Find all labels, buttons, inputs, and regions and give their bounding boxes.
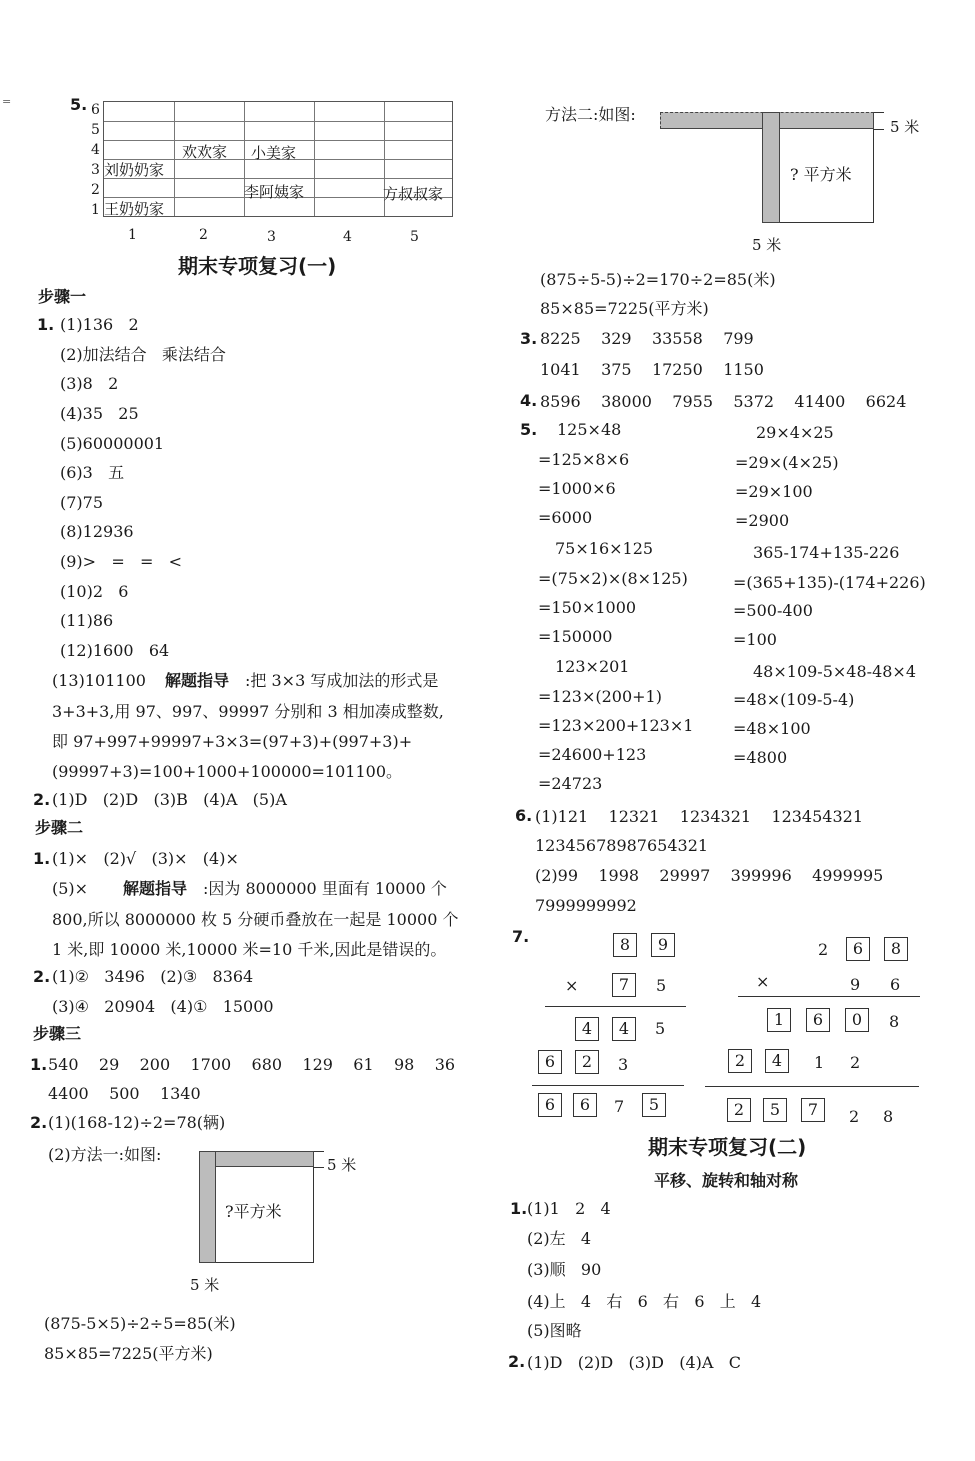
digit: 1 (814, 1053, 825, 1072)
calc-line: =(75×2)×(8×125) (538, 569, 688, 588)
digit: 8 (883, 1107, 894, 1126)
digit-box: 6 (573, 1093, 597, 1117)
calc-line: =6000 (538, 508, 593, 527)
y-tick: 5 (91, 122, 100, 138)
answer-line: 8596 38000 7955 5372 41400 6624 (540, 392, 907, 411)
times-sign: × (565, 976, 579, 995)
y-tick: 6 (91, 102, 100, 118)
digit-box: 4 (575, 1017, 599, 1041)
question-number: 1. (37, 315, 55, 334)
digit: 6 (890, 975, 901, 994)
place-label: 方叔叔家 (383, 185, 444, 203)
digit-box: 9 (651, 933, 675, 957)
digit: 3 (618, 1055, 629, 1074)
digit-box: 5 (763, 1098, 787, 1122)
answer-line: (5)60000001 (60, 434, 165, 453)
calc-line: =1000×6 (538, 479, 616, 498)
answer-line: (1)② 3496 (2)③ 8364 (52, 967, 254, 986)
digit-box: 4 (612, 1017, 636, 1041)
calc-line: =24723 (538, 774, 603, 793)
answer-line: (5)图略 (527, 1321, 582, 1340)
question-number: 1. (30, 1055, 48, 1074)
digit: 2 (818, 940, 829, 959)
answer-line: (875-5×5)÷2÷5=85(米) (44, 1314, 236, 1333)
hint-text: 1 米,即 10000 米,10000 米=10 千米,因此是错误的。 (52, 940, 447, 959)
digit: 2 (850, 1053, 861, 1072)
digit-box: 2 (575, 1050, 599, 1074)
calc-line: =29×(4×25) (735, 453, 839, 472)
answer-line: (2)加法结合 乘法结合 (60, 345, 226, 364)
calc-line: =4800 (733, 748, 788, 767)
digit-box: 6 (538, 1093, 562, 1117)
answer-line: (2)99 1998 29997 399996 4999995 (535, 866, 884, 885)
digit: 5 (655, 1019, 666, 1038)
area-label: ?平方米 (225, 1202, 282, 1221)
digit: 5 (656, 976, 667, 995)
digit-box: 7 (612, 973, 636, 997)
hint-label: 解题指导 (165, 671, 230, 690)
calc-line: =125×8×6 (538, 450, 630, 469)
digit-box: 5 (642, 1093, 666, 1117)
answer-line: (1)D (2)D (3)D (4)A C (527, 1353, 741, 1372)
answer-line: (12)1600 64 (60, 641, 170, 660)
calc-line: =500-400 (733, 601, 813, 620)
calc-line: =(365+135)-(174+226) (733, 573, 926, 592)
y-tick: 3 (91, 162, 100, 178)
margin-mark: = (2, 95, 12, 108)
question-number: 4. (520, 391, 538, 410)
digit-box: 6 (846, 937, 870, 961)
calc-line: 29×4×25 (756, 423, 834, 442)
hint-label: 解题指导 (123, 879, 188, 898)
question-number: 7. (512, 927, 530, 946)
question-number: 3. (520, 329, 538, 348)
answer-line: (13)101100 (52, 671, 146, 690)
answer-line: 7999999992 (535, 896, 637, 915)
answer-line: 4400 500 1340 (48, 1084, 201, 1103)
answer-line: (7)75 (60, 493, 104, 512)
calc-line: 48×109-5×48-48×4 (753, 662, 917, 681)
step-heading: 步骤一 (38, 287, 87, 306)
answer-line: 85×85=7225(平方米) (540, 299, 709, 318)
answer-line: (10)2 6 (60, 582, 129, 601)
digit-box: 6 (806, 1008, 830, 1032)
answer-line: (4)上 4 右 6 右 6 上 4 (527, 1292, 762, 1311)
place-label: 刘奶奶家 (104, 161, 165, 179)
digit-box: 0 (845, 1008, 869, 1032)
answer-line: (2)方法一:如图: (48, 1145, 162, 1164)
question-number: 2. (33, 967, 51, 986)
section-title: 期末专项复习(二) (648, 1135, 807, 1159)
section-title: 期末专项复习(一) (178, 254, 337, 278)
calc-line: =24600+123 (538, 745, 647, 764)
times-sign: × (756, 972, 770, 991)
calc-line: 365-174+135-226 (753, 543, 900, 562)
step-heading: 步骤二 (35, 818, 84, 837)
answer-line: (2)左 4 (527, 1229, 592, 1248)
dimension-label: 5 米 (327, 1156, 357, 1174)
calc-line: 123×201 (555, 657, 630, 676)
calc-line: =48×(109-5-4) (733, 690, 855, 709)
calc-line: =100 (733, 630, 777, 649)
digit-box: 4 (765, 1049, 789, 1073)
answer-line: (9)> = = < (60, 552, 183, 571)
digit: 7 (614, 1097, 625, 1116)
place-label: 欢欢家 (182, 143, 228, 161)
question-number: 1. (510, 1199, 528, 1218)
calc-line: =2900 (735, 511, 790, 530)
answer-line: (6)3 五 (60, 463, 125, 482)
answer-line: (3)8 2 (60, 374, 119, 393)
digit-box: 1 (767, 1008, 791, 1032)
y-tick: 1 (91, 202, 100, 218)
hint-text: (99997+3)=100+1000+100000=101100。 (52, 762, 403, 781)
digit-box: 8 (613, 933, 637, 957)
dimension-label: 5 米 (190, 1276, 220, 1294)
answer-line: (8)12936 (60, 522, 134, 541)
digit-box: 8 (884, 937, 908, 961)
dimension-label: 5 米 (752, 236, 782, 254)
answer-line: (1)136 2 (60, 315, 139, 334)
answer-line: (3)④ 20904 (4)① 15000 (52, 997, 274, 1016)
answer-line: (1)(168-12)÷2=78(辆) (48, 1113, 226, 1132)
hint-text: :把 3×3 写成加法的形式是 (245, 671, 439, 690)
calc-line: =48×100 (733, 719, 811, 738)
x-tick: 2 (199, 227, 208, 243)
x-tick: 5 (410, 229, 419, 245)
calc-line: =150×1000 (538, 598, 637, 617)
answer-line: (875÷5-5)÷2=170÷2=85(米) (540, 270, 776, 289)
calc-line: 125×48 (557, 420, 622, 439)
question-number: 1. (33, 849, 51, 868)
hint-text: 即 97+997+99997+3×3=(97+3)+(997+3)+ (52, 732, 413, 751)
x-tick: 4 (343, 229, 352, 245)
answer-line: 8225 329 33558 799 (540, 329, 754, 348)
answer-line: (1)121 12321 1234321 123454321 (535, 807, 864, 826)
hint-text: :因为 8000000 里面有 10000 个 (203, 879, 447, 898)
section-subtitle: 平移、旋转和轴对称 (654, 1171, 799, 1190)
answer-line: (1)D (2)D (3)B (4)A (5)A (52, 790, 287, 809)
answer-line: 85×85=7225(平方米) (44, 1344, 213, 1363)
y-tick: 4 (91, 142, 100, 158)
digit-box: 2 (727, 1098, 751, 1122)
answer-line: 540 29 200 1700 680 129 61 98 36 (48, 1055, 456, 1074)
question-number: 2. (30, 1113, 48, 1132)
answer-line: 12345678987654321 (535, 836, 709, 855)
question-number: 5. (70, 95, 88, 114)
area-label: ? 平方米 (790, 165, 852, 184)
question-number: 2. (508, 1352, 526, 1371)
x-tick: 3 (267, 229, 276, 245)
digit-box: 2 (728, 1049, 752, 1073)
answer-line: (4)35 25 (60, 404, 139, 423)
place-label: 小美家 (251, 144, 297, 162)
answer-line: (1)1 2 4 (527, 1199, 611, 1218)
x-tick: 1 (128, 227, 137, 243)
question-number: 6. (515, 806, 533, 825)
place-label: 李阿姨家 (244, 183, 305, 201)
calc-line: =123×(200+1) (538, 687, 662, 706)
calc-line: 75×16×125 (555, 539, 654, 558)
answer-line: (5)× (52, 879, 89, 898)
answer-line: (11)86 (60, 611, 114, 630)
digit-box: 7 (801, 1098, 825, 1122)
digit: 2 (849, 1107, 860, 1126)
digit-box: 6 (538, 1050, 562, 1074)
question-number: 2. (33, 790, 51, 809)
answer-line: 1041 375 17250 1150 (540, 360, 764, 379)
hint-text: 3+3+3,用 97、997、99997 分别和 3 相加凑成整数, (52, 702, 444, 721)
step-heading: 步骤三 (33, 1024, 82, 1043)
place-label: 王奶奶家 (104, 200, 165, 218)
calc-line: =123×200+123×1 (538, 716, 694, 735)
hint-text: 800,所以 8000000 枚 5 分硬币叠放在一起是 10000 个 (52, 910, 459, 929)
answer-line: 方法二:如图: (545, 105, 636, 124)
dimension-label: 5 米 (890, 118, 920, 136)
question-number: 5. (520, 420, 538, 439)
calc-line: =29×100 (735, 482, 813, 501)
digit: 9 (850, 975, 861, 994)
answer-line: (3)顺 90 (527, 1260, 602, 1279)
calc-line: =150000 (538, 627, 613, 646)
answer-line: (1)× (2)√ (3)× (4)× (52, 849, 239, 868)
digit: 8 (889, 1012, 900, 1031)
y-tick: 2 (91, 182, 100, 198)
